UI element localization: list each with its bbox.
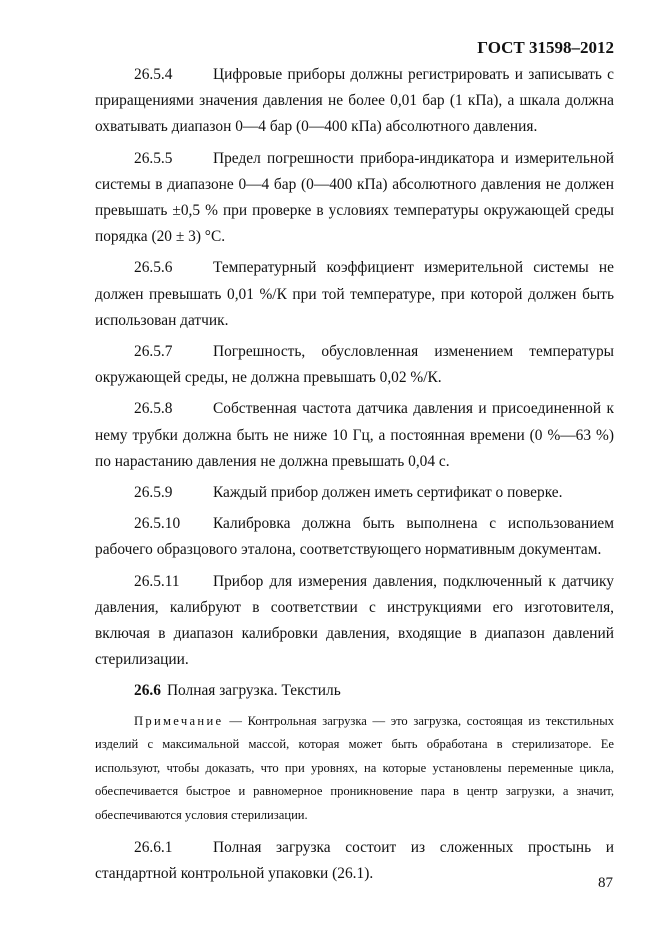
paragraph-text: Предел погрешности прибора-индикатора и измерительной системы в диапазоне 0—4 бар (0—400 кПа) абсолютного давления не должен превышать ±0,5 % при проверке в условиях температуры окружающей среды порядка (20 ± 3) °С. [95, 149, 614, 246]
page-content [95, 62, 614, 893]
paragraph-text: Калибровка должна быть выполнена с использованием рабочего образцового эталона, соответствующего нормативным документам. [95, 515, 614, 559]
note-block [95, 710, 614, 828]
paragraph-number: 26.5.7 [134, 343, 173, 361]
paragraph-text: Прибор для измерения давления, подключенный к датчику давления, калибруют в соответствии с инструкциями его изготовителя, включая в диапазон калибровки давления, входящие в диапазон давлений стерилизации. [95, 572, 614, 669]
standard-header: ГОСТ 31598–2012 [477, 38, 614, 57]
paragraph-number: 26.5.11 [134, 572, 180, 590]
paragraph-number: 26.6.1 [134, 839, 173, 857]
paragraph-text: Погрешность, обусловленная изменением температуры окружающей среды, не должна превышать 0,02 %/К. [95, 343, 614, 387]
note-label: Примечание [134, 713, 224, 728]
note-text: — Контрольная загрузка — это загрузка, состоящая из текстильных изделий с максимальной массой, которая может быть обработана в стерилизаторе. Ее используют, чтобы доказать, что при уровнях, на которые установлены переменные цикла, обеспечивается быстрое и равномерное проникновение пара в центр загрузки, а значит, обеспечиваются условия стерилизации. [95, 713, 614, 822]
paragraph-number: 26.5.8 [134, 400, 173, 418]
paragraph-26-5-5 [95, 146, 614, 251]
paragraph-26-6-1 [95, 835, 614, 887]
paragraph-number: 26.5.6 [134, 259, 173, 277]
paragraph-26-5-10 [95, 511, 614, 563]
paragraph-text: Полная загрузка состоит из сложенных простынь и стандартной контрольной упаковки (26.1). [95, 839, 614, 883]
section-title: Полная загрузка. Текстиль [166, 682, 341, 700]
paragraph-text: Собственная частота датчика давления и присоединенной к нему трубки должна быть не ниже 10 Гц, а постоянная времени (0 %—63 %) по нарастанию давления не должна превышать 0,04 с. [95, 400, 614, 470]
section-number: 26.6 [134, 682, 161, 700]
paragraph-26-5-8 [95, 396, 614, 475]
paragraph-number: 26.5.4 [134, 66, 173, 83]
paragraph-text: Каждый прибор должен иметь сертификат о поверке. [213, 484, 563, 502]
paragraph-text: Температурный коэффициент измерительной системы не должен превышать 0,01 %/К при той температуре, при которой должен быть использован датчик. [95, 259, 614, 329]
paragraph-26-5-6 [95, 255, 614, 334]
paragraph-26-5-4 [95, 62, 614, 141]
paragraph-number: 26.5.9 [134, 484, 173, 502]
paragraph-number: 26.5.5 [134, 149, 173, 167]
paragraph-number: 26.5.10 [134, 515, 181, 533]
paragraph-26-5-7 [95, 339, 614, 391]
section-heading-26-6 [95, 678, 614, 704]
page-number: 87 [598, 875, 613, 891]
paragraph-26-5-9 [95, 480, 614, 506]
paragraph-text: Цифровые приборы должны регистрировать и записывать с приращениями значения давления не более 0,01 бар (1 кПа), а шкала должна охватывать диапазон 0—4 бар (0—400 кПа) абсолютного давления. [95, 66, 614, 136]
paragraph-26-5-11 [95, 569, 614, 674]
